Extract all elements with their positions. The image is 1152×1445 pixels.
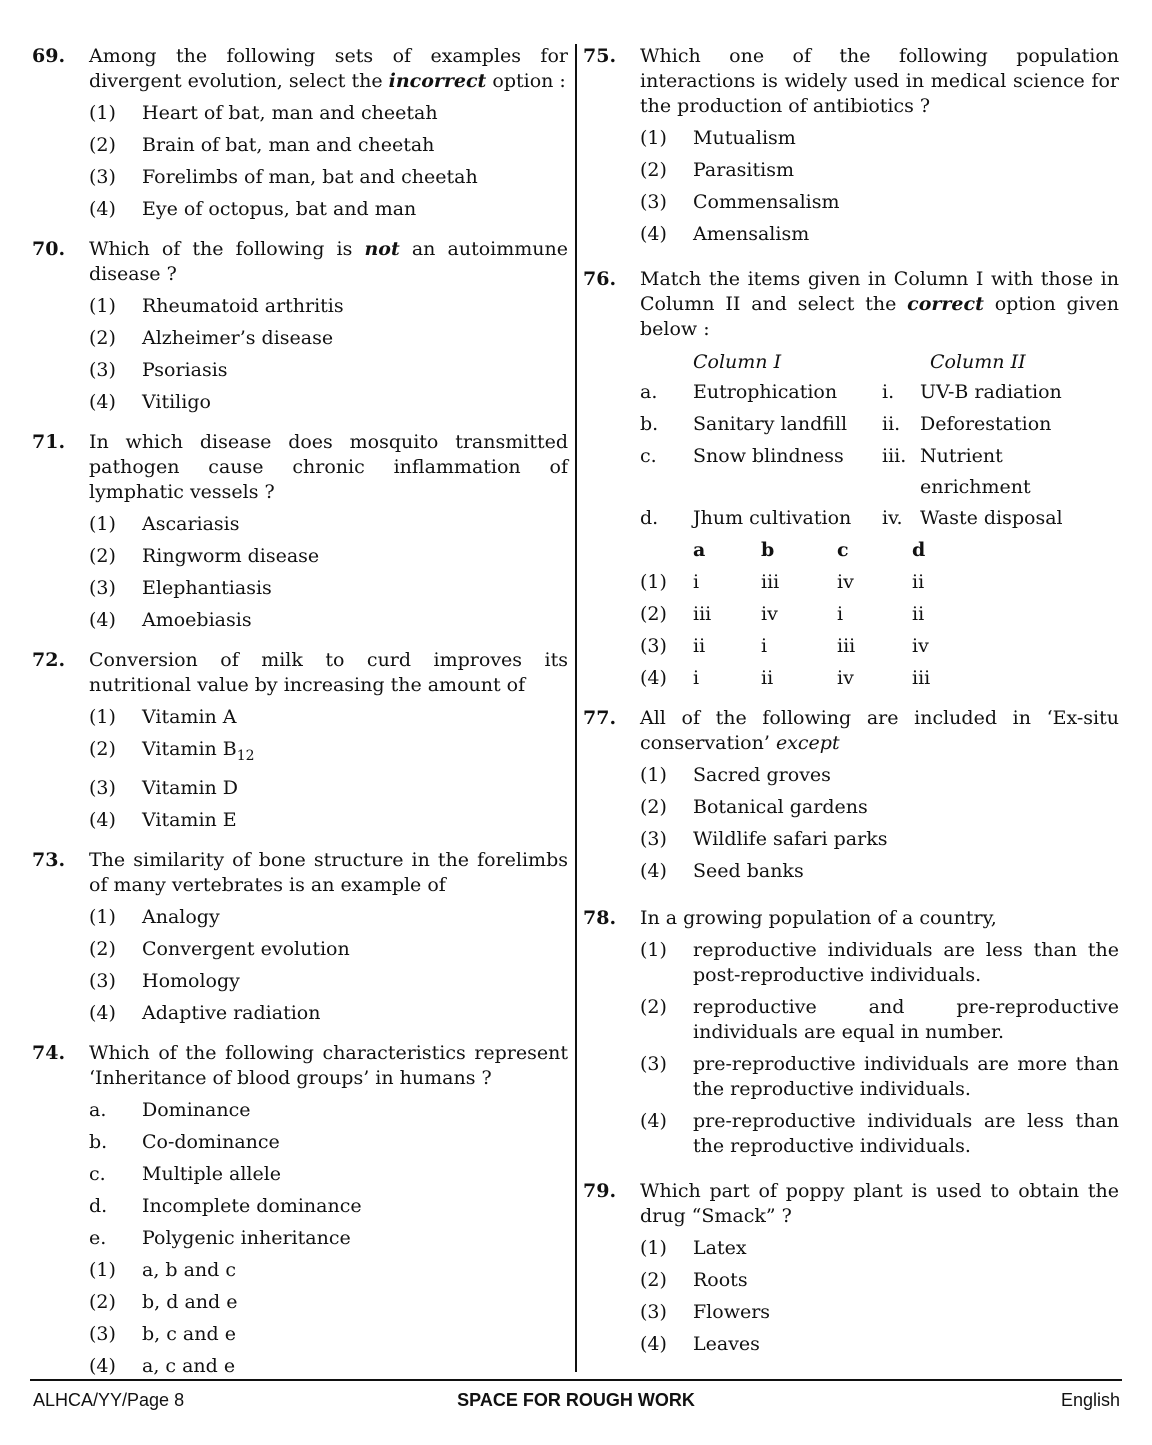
question-text: Match the items given in Column I with those in Column II and select the correct option given below : [640,268,1119,340]
option: (4) Eye of octopus, bat and man [89,198,417,220]
question-number: 73. [32,848,66,871]
option: (1) Mutualism [640,127,796,149]
question-number: 71. [32,431,66,453]
match-row: a. Eutrophication i. UV-B radiation [640,381,1062,403]
question-75 [583,44,1119,247]
list-item: d. Incomplete dominance [89,1194,362,1217]
question-number: 70. [32,238,66,260]
column-ii-header: Column II [930,351,1026,373]
option: (1) Ascariasis [89,513,240,535]
option: (4) pre-reproductive individuals are less than the reproductive individuals. [640,1110,1119,1157]
question-number: 77. [583,707,617,729]
question-number: 74. [32,1041,66,1064]
option: (4) Amensalism [640,223,810,245]
page-code: ALHCA/YY/Page 8 [33,1390,185,1410]
match-table [583,346,1119,694]
question-number: 79. [583,1180,617,1202]
option: (4) Amoebiasis [89,609,252,631]
question-text: Which one of the following population interactions is widely used in medical science for the production of antibiotics ? [640,45,1119,117]
question-78 [583,906,1119,1159]
option: (3) Psoriasis [89,359,228,381]
question-text: Among the following sets of examples for divergent evolution, select the incorrect option : [89,45,568,92]
option: (1) Analogy [89,905,220,928]
option: (3) Forelimbs of man, bat and cheetah [89,166,478,188]
option: (3) Homology [89,969,240,992]
option: (3) Elephantiasis [89,577,272,599]
question-76 [583,267,1119,694]
option: (2) Alzheimer’s disease [89,327,334,349]
footer-rule [30,1379,1122,1381]
question-73 [32,848,568,1026]
option: (2) Botanical gardens [640,796,868,818]
match-row: c. Snow blindness iii. Nutrient enrichment [640,445,1031,498]
answer-option: (2) iii iv i ii [640,603,925,625]
match-row: d. Jhum cultivation iv. Waste disposal [640,507,1063,529]
question-text: The similarity of bone structure in the forelimbs of many vertebrates is an example of [89,848,568,896]
list-item: a. Dominance [89,1098,251,1121]
emphasis-word: correct [907,293,984,315]
option: (1) Rheumatoid arthritis [89,295,344,317]
question-number: 78. [583,907,617,929]
right-column [583,44,1119,1357]
option: (3) Vitamin D [89,776,239,799]
option: (2) Parasitism [640,159,794,181]
option: (3) Flowers [640,1301,771,1323]
question-70 [32,237,568,415]
question-text: All of the following are included in ‘Ex-situ conservation’ except [640,707,1119,754]
language-label: English [1060,1390,1120,1410]
option: (4) Adaptive radiation [89,1001,321,1024]
option: (2) Convergent evolution [89,937,350,960]
answer-option: (3) ii i iii iv [640,635,929,657]
option: (2) Ringworm disease [89,545,320,567]
question-69 [32,44,568,222]
question-text: Which part of poppy plant is used to obtain the drug “Smack” ? [640,1180,1119,1227]
list-item: c. Multiple allele [89,1162,282,1185]
option: (1) a, b and c [89,1258,237,1281]
column-i-header: Column I [693,351,782,373]
rough-work-label: SPACE FOR ROUGH WORK [457,1390,695,1410]
question-text: Conversion of milk to curd improves its nutritional value by increasing the amount of [89,649,568,696]
list-item: b. Co-dominance [89,1130,280,1153]
option: (2) reproductive and pre-reproductive individuals are equal in number. [640,996,1119,1043]
option: (3) pre-reproductive individuals are more than the reproductive individuals. [640,1053,1119,1100]
option: (1) Sacred groves [640,764,831,786]
match-table-header [583,346,1119,376]
question-77 [583,706,1119,884]
question-text: Which of the following characteristics represent ‘Inheritance of blood groups’ in humans ? [89,1041,568,1089]
option: (2) Brain of bat, man and cheetah [89,134,435,156]
answer-option: (1) i iii iv ii [640,571,925,593]
left-column [32,44,568,1379]
question-79 [583,1179,1119,1357]
question-72 [32,648,568,833]
option: (1) Latex [640,1237,747,1259]
column-divider [575,44,577,1372]
match-row: b. Sanitary landfill ii. Deforestation [640,413,1052,435]
option: (1) Heart of bat, man and cheetah [89,102,438,124]
question-text: In which disease does mosquito transmitted pathogen cause chronic inflammation of lymphatic vessels ? [89,431,568,503]
question-text: In a growing population of a country, [640,907,997,929]
emphasis-word: not [364,238,400,260]
option: (4) a, c and e [89,1354,236,1377]
question-number: 69. [32,45,66,67]
option: (2) Roots [640,1269,748,1291]
question-text: Which of the following is not an autoimmune disease ? [89,238,568,285]
option: (2) b, d and e [89,1290,238,1313]
answer-header-row: a b c d [693,539,926,561]
option: (4) Vitamin E [89,808,237,831]
option: (4) Vitiligo [89,391,211,413]
question-number: 76. [583,268,617,290]
question-number: 75. [583,45,617,67]
question-74 [32,1041,568,1379]
answer-option: (4) i ii iv iii [640,667,931,689]
option: (1) Vitamin A [89,706,237,728]
list-item: e. Polygenic inheritance [89,1226,351,1249]
option: (2) Vitamin $B_{12}$ [89,738,255,764]
option: (4) Seed banks [640,860,804,882]
emphasis-word: incorrect [388,70,487,92]
option: (3) Wildlife safari parks [640,828,888,850]
option: (3) b, c and e [89,1322,236,1345]
option: (1) reproductive individuals are less than the post-reproductive individuals. [640,939,1119,986]
option: (4) Leaves [640,1333,760,1355]
question-71 [32,430,568,633]
question-number: 72. [32,649,66,671]
subscript: 12 [236,747,255,764]
option: (3) Commensalism [640,191,840,213]
emphasis-word: except [775,732,840,754]
